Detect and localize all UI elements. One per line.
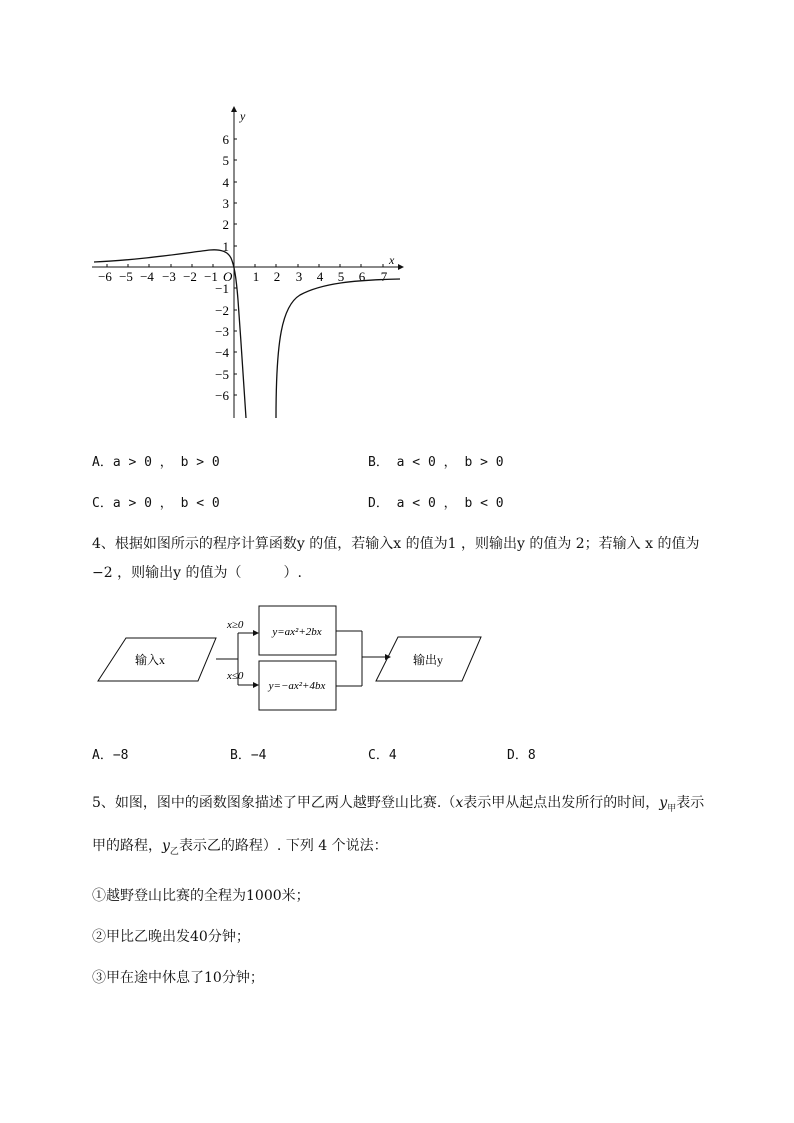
x-tick-label: 3: [295, 269, 303, 284]
arrow-top: [253, 630, 259, 636]
x-tick-label: −4: [140, 269, 154, 284]
y-tick-label: 3: [222, 196, 229, 211]
q5-text-line1: [92, 792, 704, 814]
y-tick-label: 5: [222, 153, 229, 168]
input-label: 输入x: [134, 653, 166, 667]
q4-option-c[interactable]: C．4: [368, 748, 397, 763]
x-tick-label: −1: [204, 269, 218, 284]
formula-top: y=ax²+2bx: [272, 626, 322, 638]
x-tick-label: −6: [98, 269, 112, 284]
x-tick-label: −3: [162, 269, 176, 284]
y-tick-label: 1: [222, 239, 229, 254]
curve-right-branch: [276, 279, 400, 418]
q5-text-line2: [92, 835, 388, 857]
formula-bottom: y=−ax²+4bx: [268, 680, 326, 692]
flowchart: [90, 595, 490, 725]
q5-var-x: x: [455, 795, 464, 811]
condition-top: x≥0: [227, 619, 244, 631]
origin-label: O: [223, 269, 233, 284]
q4-text-line1: 4、根据如图所示的程序计算函数y 的值，若输入x 的值为1 ，则输出y 的值为 2；若输入 x 的值为: [92, 536, 700, 552]
q4-option-d[interactable]: D．8: [507, 748, 536, 763]
y-tick-label: 2: [222, 217, 229, 232]
q5-var-y-yi: y: [162, 838, 170, 854]
q5-sub-jia: 甲: [667, 803, 677, 814]
x-tick-label: −2: [183, 269, 197, 284]
x-axis-arrow: [398, 264, 404, 270]
q4-option-b[interactable]: B．−4: [230, 748, 267, 763]
y-tick-label: −4: [215, 345, 229, 360]
output-label: 输出y: [412, 653, 444, 667]
q5-sub-yi: 乙: [169, 846, 179, 857]
y-axis-arrow: [231, 106, 237, 112]
x-tick-label: 2: [273, 269, 281, 284]
x-tick-label: −5: [119, 269, 133, 284]
q5-item-2: ②甲比乙晚出发40分钟；: [92, 929, 250, 945]
q5-var-y-jia: y: [659, 795, 668, 811]
y-tick-label: −1: [215, 281, 229, 296]
y-tick-label: −2: [215, 303, 229, 318]
q5-line1-suffix: 表示: [676, 795, 705, 811]
q3-option-c[interactable]: C．a > 0 ， b < 0: [92, 496, 220, 511]
x-tick-label: 7: [380, 269, 388, 284]
q3-option-a[interactable]: A．a > 0 ， b > 0: [92, 455, 220, 470]
q5-item-3: ③甲在途中休息了10分钟；: [92, 970, 264, 986]
q5-line1-prefix: 5、如图，图中的函数图象描述了甲乙两人越野登山比赛.（: [92, 795, 456, 811]
condition-bottom: x≤0: [227, 670, 244, 682]
x-tick-label: 4: [316, 269, 324, 284]
q5-line2-prefix: 甲的路程，: [92, 838, 162, 854]
y-tick-label: −5: [215, 367, 229, 382]
y-axis-label: y: [240, 109, 246, 123]
q3-option-b[interactable]: B． a < 0 ， b > 0: [368, 455, 504, 470]
x-tick-label: 1: [252, 269, 260, 284]
x-tick-label: 5: [337, 269, 345, 284]
y-tick-label: −6: [215, 388, 229, 403]
q4-option-a[interactable]: A．−8: [92, 748, 129, 763]
function-graph: [0, 0, 794, 440]
q3-option-d[interactable]: D． a < 0 ， b < 0: [368, 496, 504, 511]
x-tick-label: 6: [358, 269, 366, 284]
q5-item-1: ①越野登山比赛的全程为1000米；: [92, 888, 310, 904]
q4-text-line2: −2 ，则输出y 的值为（ ）.: [92, 565, 302, 581]
y-tick-label: −3: [215, 324, 229, 339]
y-tick-label: 4: [222, 175, 229, 190]
arrow-bottom: [253, 682, 259, 688]
q5-line2-suffix: 表示乙的路程）. 下列 4 个说法：: [178, 838, 388, 854]
x-axis-label: x: [389, 253, 395, 267]
y-tick-label: 6: [222, 132, 229, 147]
q5-line1-mid: 表示甲从起点出发所行的时间，: [463, 795, 660, 811]
